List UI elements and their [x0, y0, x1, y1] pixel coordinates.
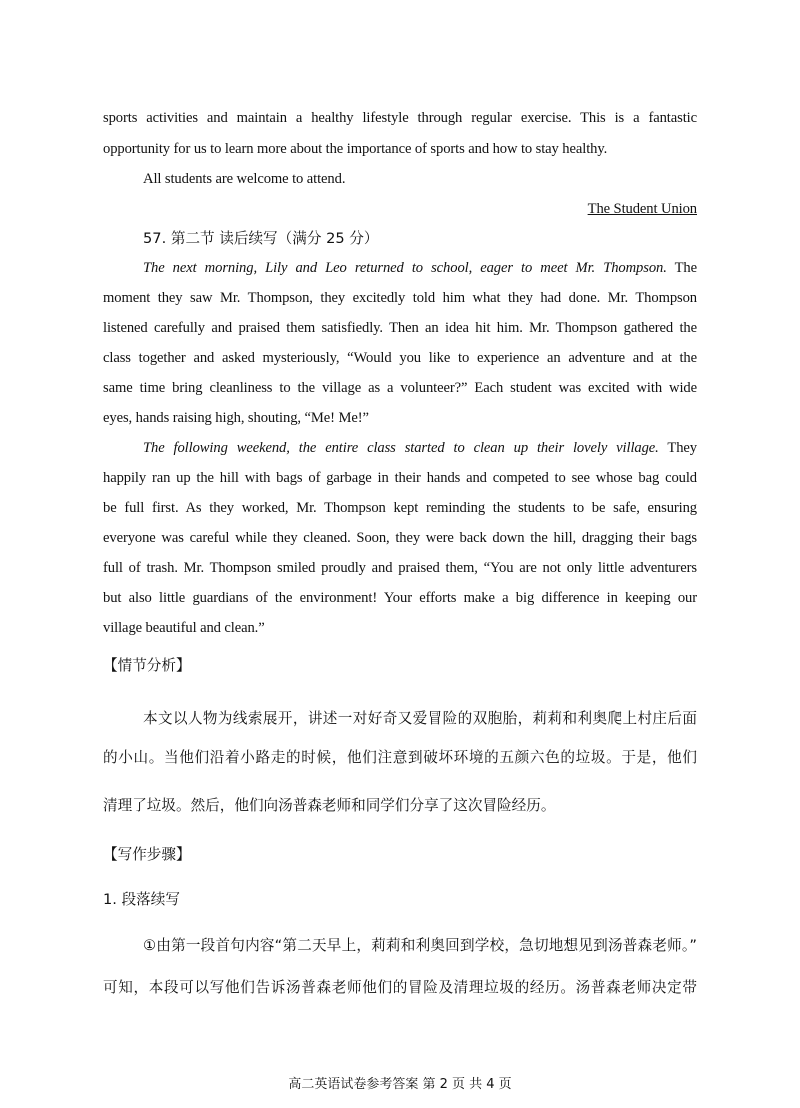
notice-line-2: opportunity for us to learn more about the importance of sports and how to stay healthy.: [103, 141, 608, 157]
notice-line-1: sports activities and maintain a healthy lifestyle through regular exercise. This is a fantastic: [103, 110, 697, 126]
plot-analysis-line: 的小山。当他们沿着小路走的时候，他们注意到破坏环境的五颜六色的垃圾。于是，他们: [103, 749, 697, 766]
notice-welcome: All students are welcome to attend.: [143, 171, 346, 187]
para2-line: everyone was careful while they cleaned. Soon, they were back down the hill, dragging their bags: [103, 530, 697, 546]
para1-first-line-rest: The: [666, 260, 697, 276]
para2-line: but also little guardians of the environment! Your efforts make a big difference in keeping our: [103, 590, 697, 606]
para1-line: moment they saw Mr. Thompson, they excitedly told him what they had done. Mr. Thompson: [103, 290, 697, 306]
writing-steps-heading: 【写作步骤】: [103, 846, 191, 863]
writing-steps-line: 可知，本段可以写他们告诉汤普森老师他们的冒险及清理垃圾的经历。汤普森老师决定带: [103, 979, 697, 996]
para1-line: same time bring cleanliness to the village as a volunteer?” Each student was excited with wide: [103, 380, 697, 396]
para2-italic-opening: The following weekend, the entire class started to clean up their lovely village.: [143, 440, 659, 456]
section-title: 57. 第二节 读后续写（满分 25 分）: [143, 230, 379, 247]
para2-line: happily ran up the hill with bags of garbage in their hands and competed to see whose bag could: [103, 470, 697, 486]
plot-analysis-heading: 【情节分析】: [103, 657, 191, 674]
plot-analysis-line: 清理了垃圾。然后，他们向汤普森老师和同学们分享了这次冒险经历。: [103, 797, 556, 814]
para2-first-line-rest: They: [658, 440, 697, 456]
plot-analysis-line: 本文以人物为线索展开，讲述一对好奇又爱冒险的双胞胎，莉莉和利奥爬上村庄后面: [143, 710, 697, 727]
para1-italic-opening: The next morning, Lily and Leo returned to school, eager to meet Mr. Thompson.: [143, 260, 667, 276]
para1-line: eyes, hands raising high, shouting, “Me! Me!”: [103, 410, 369, 426]
writing-steps-item-1: 1. 段落续写: [103, 891, 180, 908]
para1-line: class together and asked mysteriously, “Would you like to experience an adventure and at the: [103, 350, 697, 366]
para2-first-line: [143, 438, 697, 458]
para2-line: village beautiful and clean.”: [103, 620, 265, 636]
page-footer: 高二英语试卷参考答案 第 2 页 共 4 页: [288, 1077, 512, 1092]
writing-steps-line: ①由第一段首句内容“第二天早上，莉莉和利奥回到学校，急切地想见到汤普森老师。”: [143, 937, 697, 954]
para2-line: full of trash. Mr. Thompson smiled proudly and praised them, “You are not only little adventurers: [103, 560, 697, 576]
notice-signature-wrap: [103, 199, 697, 219]
para2-line: be full first. As they worked, Mr. Thompson kept reminding the students to be safe, ensuring: [103, 500, 697, 516]
para1-first-line: [143, 258, 697, 278]
notice-signature: The Student Union: [587, 201, 697, 217]
para1-line: listened carefully and praised them satisfiedly. Then an idea hit him. Mr. Thompson gathered the: [103, 320, 697, 336]
